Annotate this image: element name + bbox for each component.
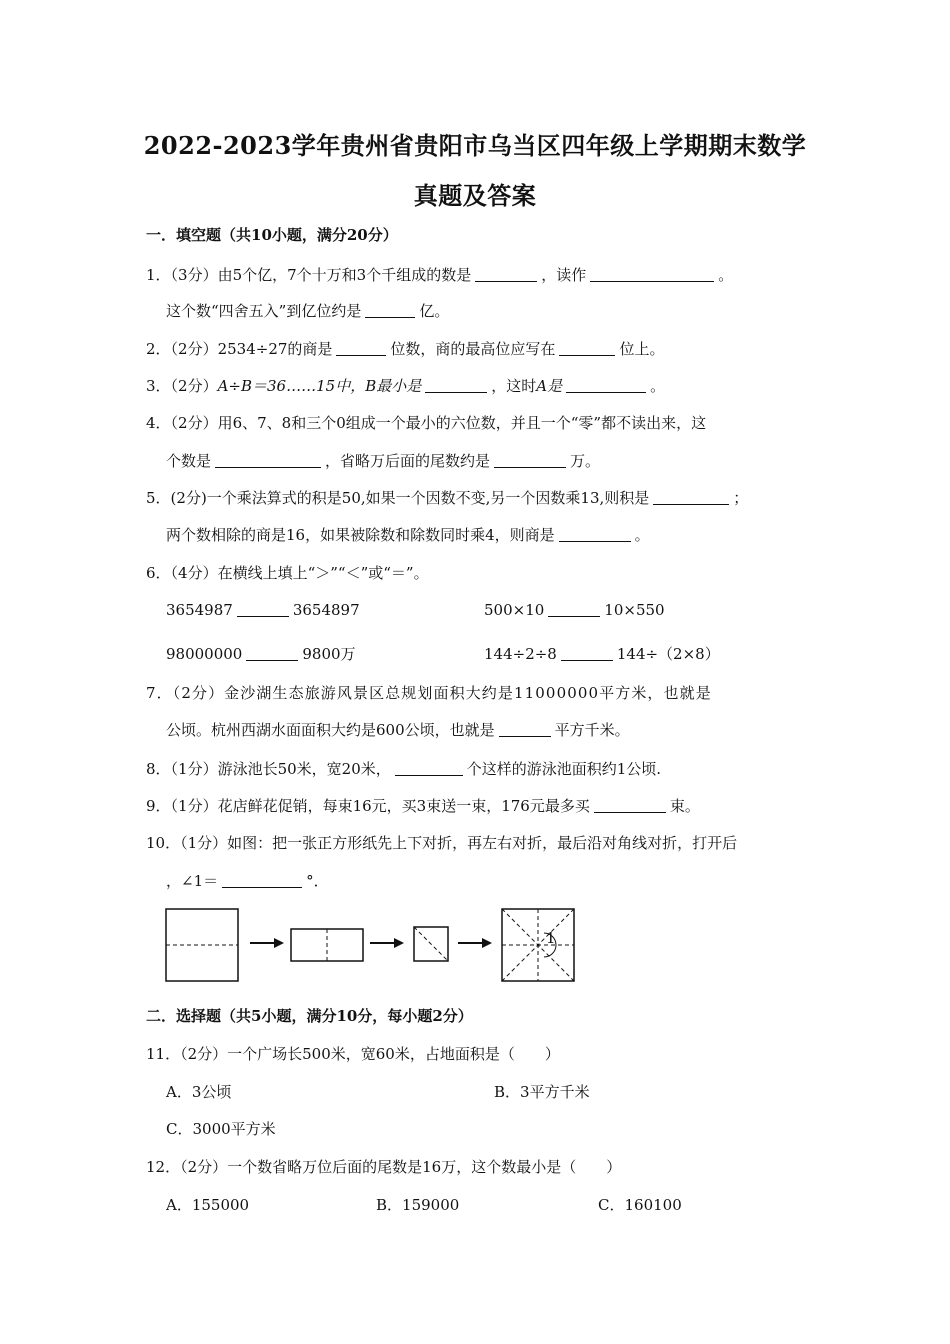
- question-5-line-1: 5．(2分)一个乘法算式的积是50,如果一个因数不变,另一个因数乘13,则积是 ；: [146, 489, 749, 507]
- answer-blank[interactable]: [237, 602, 289, 617]
- answer-blank[interactable]: [246, 646, 298, 661]
- document-title-line2: 真题及答案: [413, 181, 537, 210]
- question-2: 2．（2分）2534÷27的商是 位数，商的最高位应写在 位上。: [146, 340, 665, 358]
- answer-blank[interactable]: [594, 798, 666, 813]
- answer-blank[interactable]: [548, 602, 600, 617]
- question-5-line-2: 两个数相除的商是16，如果被除数和除数同时乘4，则商是 。: [166, 526, 650, 544]
- answer-blank[interactable]: [566, 378, 646, 393]
- answer-blank[interactable]: [222, 873, 302, 888]
- fold-step-1-square: [166, 909, 238, 981]
- question-7-line-1: 7．（2分）金沙湖生态旅游风景区总规划面积大约是11000000平方米，也就是: [146, 684, 712, 702]
- section-heading-fill-in: 一．填空题（共10小题，满分20分）: [146, 226, 398, 244]
- answer-blank[interactable]: [590, 267, 714, 282]
- answer-blank[interactable]: [475, 267, 537, 282]
- answer-blank[interactable]: [499, 722, 551, 737]
- fold-step-4-unfolded-square: [502, 909, 574, 981]
- option-b[interactable]: B．159000: [376, 1196, 460, 1214]
- section-heading-multiple-choice: 二．选择题（共5小题，满分10分，每小题2分）: [146, 1007, 473, 1025]
- answer-blank[interactable]: [561, 646, 613, 661]
- question-3: 3．（2分）A÷B＝36……15中，B最小是 ，这时A是 。: [146, 377, 666, 395]
- answer-blank[interactable]: [559, 527, 631, 542]
- option-b[interactable]: B．3平方千米: [494, 1083, 590, 1101]
- option-a[interactable]: A．155000: [166, 1196, 250, 1214]
- answer-blank[interactable]: [494, 453, 566, 468]
- answer-blank[interactable]: [336, 341, 386, 356]
- document-title-line1: 2022-2023学年贵州省贵阳市乌当区四年级上学期期末数学: [143, 131, 807, 160]
- fold-step-3-small-square: [414, 927, 448, 961]
- arrow-right-icon: [458, 938, 492, 948]
- arrow-right-icon: [370, 938, 404, 948]
- comparison-4: 144÷2÷8 144÷（2×8）: [484, 645, 720, 663]
- question-12: 12．（2分）一个数省略万位后面的尾数是16万，这个数最小是（ ）: [146, 1158, 622, 1176]
- question-6: 6．（4分）在横线上填上“＞”“＜”或“＝”。: [146, 564, 429, 582]
- comparison-3: 98000000 9800万: [166, 645, 356, 663]
- comparison-1: 3654987 3654897: [166, 601, 360, 619]
- question-4-line-1: 4．（2分）用6、7、8和三个0组成一个最小的六位数，并且一个“零”都不读出来，这: [146, 414, 707, 432]
- option-c[interactable]: C．3000平方米: [166, 1120, 276, 1138]
- answer-blank[interactable]: [215, 453, 321, 468]
- question-1-line-2: 这个数“四舍五入”到亿位约是 亿。: [166, 302, 450, 320]
- option-c[interactable]: C．160100: [598, 1196, 682, 1214]
- answer-blank[interactable]: [559, 341, 615, 356]
- paper-folding-figure: [160, 903, 585, 983]
- question-1-line-1: 1．（3分）由5个亿，7个十万和3个千组成的数是 ，读作 。: [146, 266, 734, 284]
- angle-1-label: 1: [546, 929, 556, 947]
- fold-step-2-rectangle: [291, 929, 363, 961]
- answer-blank[interactable]: [425, 378, 487, 393]
- answer-blank[interactable]: [365, 303, 415, 318]
- question-9: 9．（1分）花店鲜花促销，每束16元，买3束送一束，176元最多买 束。: [146, 797, 700, 815]
- question-11: 11．（2分）一个广场长500米，宽60米，占地面积是（ ）: [146, 1045, 560, 1063]
- question-10-line-2: ，∠1＝ °．: [166, 872, 329, 890]
- comparison-2: 500×10 10×550: [484, 601, 665, 619]
- question-8: 8．（1分）游泳池长50米，宽20米， 个这样的游泳池面积约1公顷.: [146, 760, 662, 778]
- arrow-right-icon: [250, 938, 284, 948]
- question-10-line-1: 10．（1分）如图：把一张正方形纸先上下对折，再左右对折，最后沿对角线对折，打开后: [146, 834, 738, 852]
- answer-blank[interactable]: [653, 490, 729, 505]
- question-4-line-2: 个数是 ，省略万后面的尾数约是 万。: [166, 452, 601, 470]
- answer-blank[interactable]: [395, 761, 463, 776]
- question-7-line-2: 公顷。杭州西湖水面面积大约是600公顷，也就是 平方千米。: [166, 721, 630, 739]
- option-a[interactable]: A．3公顷: [166, 1083, 232, 1101]
